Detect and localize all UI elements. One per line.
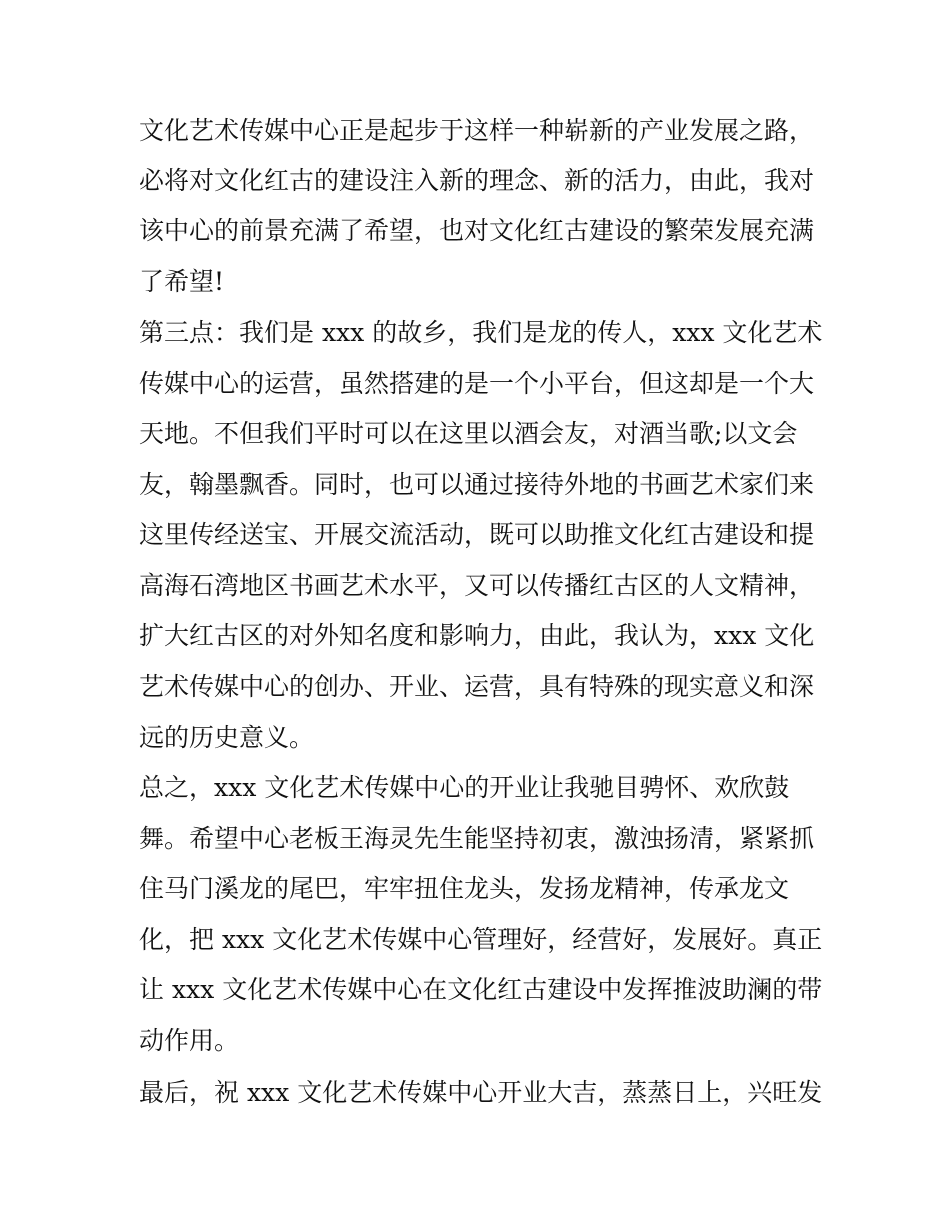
text-line: 传媒中心的运营，虽然搭建的是一个小平台，但这却是一个大	[139, 369, 815, 398]
text-line: 动作用。	[139, 1026, 240, 1055]
text-line: 总之，xxx 文化艺术传媒中心的开业让我驰目骋怀、欢欣鼓	[139, 773, 790, 802]
text-line: 天地。不但我们平时可以在这里以酒会友，对酒当歌;以文会	[139, 419, 798, 448]
text-line: 住马门溪龙的尾巴，牢牢扭住龙头，发扬龙精神，传承龙文	[139, 874, 790, 903]
text-line: 舞。希望中心老板王海灵先生能坚持初衷，激浊扬清，紧紧抓	[139, 824, 815, 853]
text-line: 化，把 xxx 文化艺术传媒中心管理好，经营好，发展好。真正	[139, 925, 823, 954]
text-line: 艺术传媒中心的创办、开业、运营，具有特殊的现实意义和深	[139, 672, 815, 701]
text-line: 高海石湾地区书画艺术水平，又可以传播红古区的人文精神，	[139, 571, 815, 600]
text-line: 这里传经送宝、开展交流活动，既可以助推文化红古建设和提	[139, 520, 815, 549]
text-line: 友，翰墨飘香。同时，也可以通过接待外地的书画艺术家们来	[139, 470, 815, 499]
text-line: 第三点：我们是 xxx 的故乡，我们是龙的传人，xxx 文化艺术	[139, 318, 823, 347]
text-line: 必将对文化红古的建设注入新的理念、新的活力，由此，我对	[139, 166, 815, 195]
text-line: 最后，祝 xxx 文化艺术传媒中心开业大吉，蒸蒸日上，兴旺发	[139, 1078, 823, 1107]
text-line: 了希望!	[139, 267, 225, 296]
text-line: 扩大红古区的对外知名度和影响力，由此，我认为，xxx 文化	[139, 621, 815, 650]
text-line: 让 xxx 文化艺术传媒中心在文化红古建设中发挥推波助澜的带	[139, 975, 823, 1004]
text-line: 远的历史意义。	[139, 723, 315, 752]
text-line: 该中心的前景充满了希望，也对文化红古建设的繁荣发展充满	[139, 216, 815, 245]
text-line: 文化艺术传媒中心正是起步于这样一种崭新的产业发展之路，	[139, 116, 815, 145]
